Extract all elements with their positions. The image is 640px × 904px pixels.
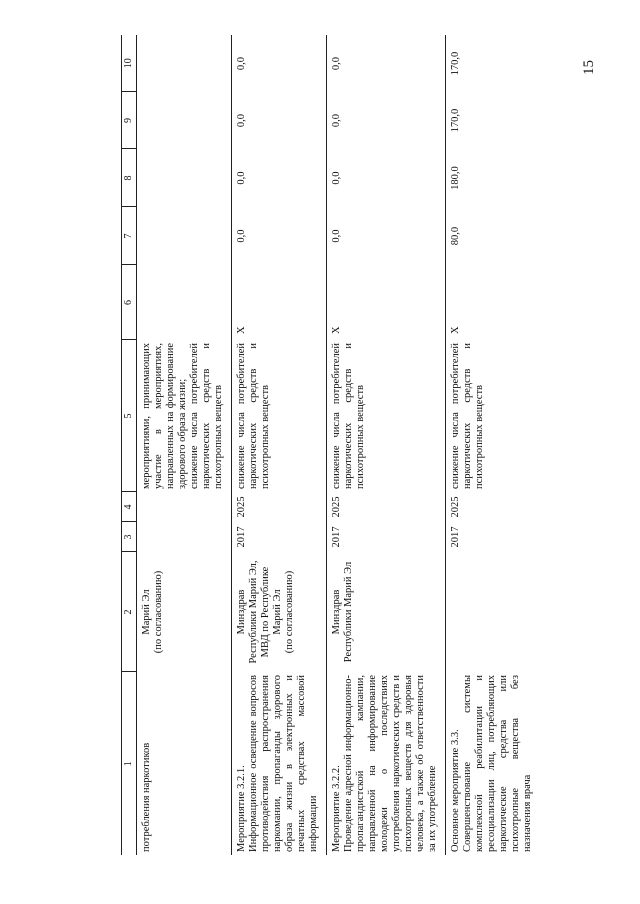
- start-year: 2017: [327, 522, 446, 552]
- expected-result: снижение числа потребителей наркотических средств и психотропных веществ: [446, 340, 541, 492]
- marker: [137, 265, 232, 340]
- expected-result: снижение числа потребителей наркотических средств и психотропных веществ: [327, 340, 446, 492]
- value-9: 0,0: [232, 92, 327, 149]
- table-row: [232, 35, 327, 855]
- end-year: 2025: [327, 492, 446, 522]
- start-year: [137, 522, 232, 552]
- table-row: [446, 35, 541, 855]
- value-7: 80,0: [446, 207, 541, 265]
- header-cell: 2: [122, 552, 137, 672]
- executor: Минздрав Республики Марий Эл, МВД по Республике Марий Эл (по согласованию): [232, 552, 327, 672]
- measure-name: потребления наркотиков: [141, 742, 152, 852]
- start-year: 2017: [446, 522, 541, 552]
- header-cell: 10: [122, 35, 137, 92]
- start-year: 2017: [232, 522, 327, 552]
- expected-result: мероприятиями, принимающих участие в мероприятиях, направленных на формирование здорового образа жизни; снижение числа потребителей наркотических средств и психотропных веществ: [141, 343, 224, 489]
- header-cell: 6: [122, 265, 137, 340]
- header-row: [122, 35, 137, 855]
- header-cell: 9: [122, 92, 137, 149]
- header-cell: 3: [122, 522, 137, 552]
- value-9: 170,0: [446, 92, 541, 149]
- value-10: 170,0: [446, 35, 541, 92]
- program-measures-table: [121, 35, 540, 855]
- value-10: 0,0: [327, 35, 446, 92]
- measure-name: Мероприятие 3.2.2. Проведение адресной информационно-пропагандистской кампании, направленной на информирование молодежи о последствиях употребления наркотических средств и психотропных веществ для здоровья человека, а также об ответственности за их употребление: [327, 672, 446, 855]
- measure-name: Мероприятие 3.2.1. Информационное освещение вопросов противодействия распространения наркомании, пропаганды здорового образа жизни в электронных и печатных средствах массовой информации: [232, 672, 327, 855]
- value-9: 0,0: [327, 92, 446, 149]
- value-8: 180,0: [446, 149, 541, 207]
- end-year: 2025: [232, 492, 327, 522]
- value-9: [137, 92, 232, 149]
- value-7: 0,0: [232, 207, 327, 265]
- end-year: [137, 492, 232, 522]
- table-row: [137, 35, 232, 855]
- marker: X: [232, 265, 327, 340]
- value-10: [137, 35, 232, 92]
- header-cell: 8: [122, 149, 137, 207]
- table-row: [327, 35, 446, 855]
- expected-result: снижение числа потребителей наркотических средств и психотропных веществ: [232, 340, 327, 492]
- executor: Марий Эл (по согласованию): [141, 570, 164, 654]
- header-cell: 7: [122, 207, 137, 265]
- end-year: 2025: [446, 492, 541, 522]
- value-7: 0,0: [327, 207, 446, 265]
- executor: Минздрав Республики Марий Эл: [327, 552, 446, 672]
- marker: X: [327, 265, 446, 340]
- measure-name: Основное мероприятие 3.3. Совершенствование системы комплексной реабилитации и ресоциализации лиц, потребляющих наркотические средства или психотропные вещества без назначения врача: [446, 672, 541, 855]
- value-8: 0,0: [232, 149, 327, 207]
- value-10: 0,0: [232, 35, 327, 92]
- marker: X: [446, 265, 541, 340]
- executor: [446, 552, 541, 672]
- value-8: 0,0: [327, 149, 446, 207]
- page-number: 15: [581, 60, 597, 75]
- header-cell: 5: [122, 340, 137, 492]
- value-7: [137, 207, 232, 265]
- rotated-table-wrapper: [121, 35, 601, 855]
- header-cell: 4: [122, 492, 137, 522]
- value-8: [137, 149, 232, 207]
- header-cell: 1: [122, 672, 137, 855]
